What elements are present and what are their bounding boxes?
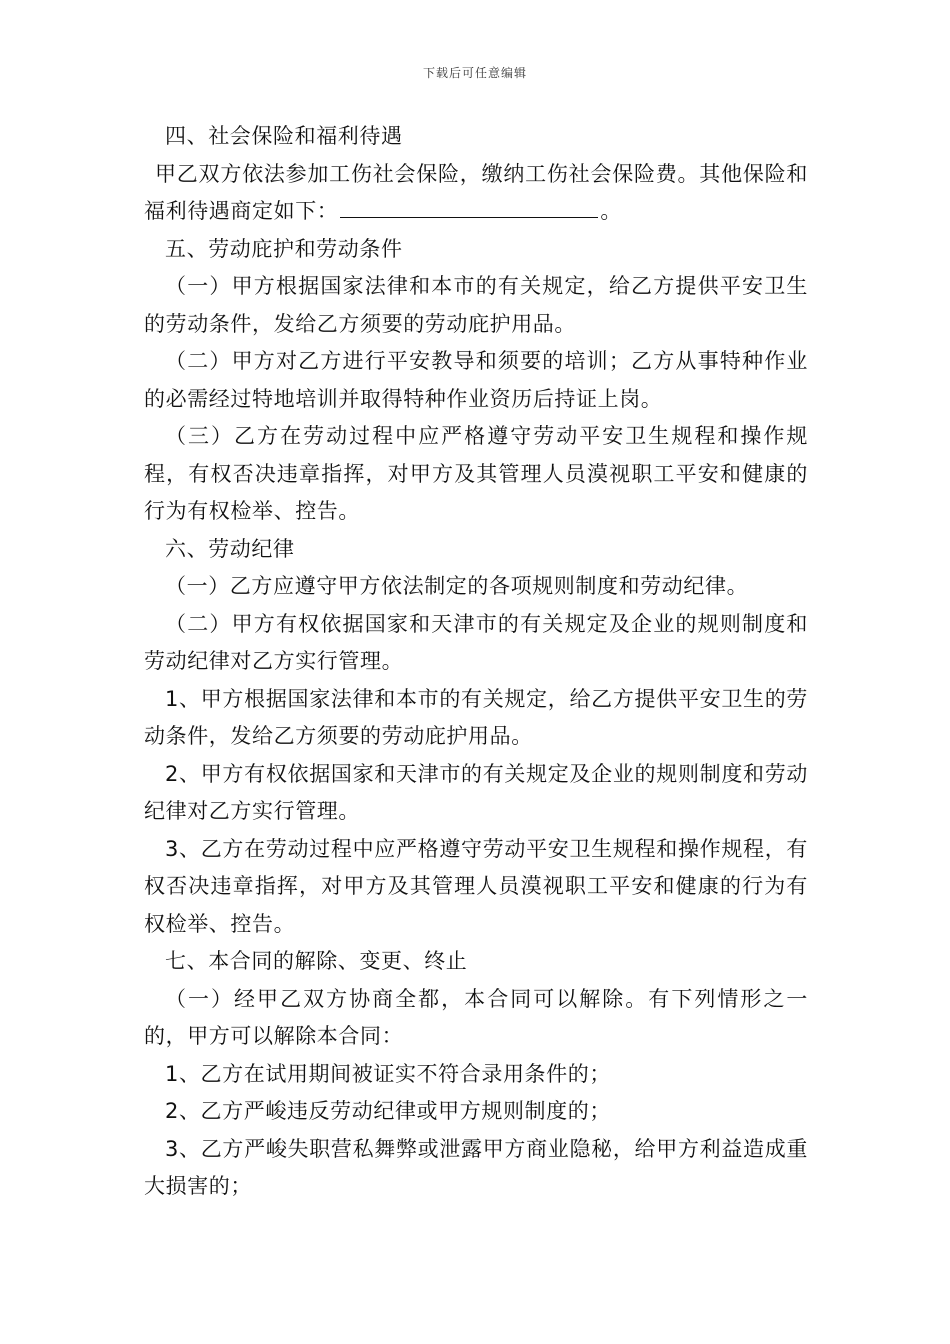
- section-5-heading: 五、劳动庇护和劳动条件: [165, 236, 403, 261]
- section-4-text: 甲乙双方依法参加工伤社会保险，缴纳工伤社会保险费。其他保险和福利待遇商定如下：: [144, 161, 808, 223]
- section-7-num-3: 3、乙方严峻失职营私舞弊或泄露甲方商业隐秘，给甲方利益造成重大损害的；: [144, 1136, 808, 1198]
- section-5-item-3: （三）乙方在劳动过程中应严格遵守劳动平安卫生规程和操作规程，有权否决违章指挥，对甲方及其管理人员漠视职工平安和健康的行为有权检举、控告。: [144, 424, 808, 523]
- section-6-heading: 六、劳动纪律: [165, 536, 295, 561]
- section-6-num-3: 3、乙方在劳动过程中应严格遵守劳动平安卫生规程和操作规程，有权否决违章指挥，对甲方及其管理人员漠视职工平安和健康的行为有权检举、控告。: [144, 836, 808, 936]
- fill-in-blank: [340, 197, 598, 218]
- section-7-num-1: 1、乙方在试用期间被证实不符合录用条件的；: [165, 1061, 611, 1086]
- contract-body: [144, 118, 808, 1206]
- page-header-note: 下载后可任意编辑: [422, 66, 527, 80]
- section-6-num-2: 2、甲方有权依据国家和天津市的有关规定及企业的规则制度和劳动纪律对乙方实行管理。: [144, 761, 808, 823]
- section-6-item-2: （二）甲方有权依据国家和天津市的有关规定及企业的规则制度和劳动纪律对乙方实行管理。: [144, 611, 808, 673]
- section-7-num-2: 2、乙方严峻违反劳动纪律或甲方规则制度的；: [165, 1099, 611, 1123]
- section-6-num-1: 1、甲方根据国家法律和本市的有关规定，给乙方提供平安卫生的劳动条件，发给乙方须要的劳动庇护用品。: [144, 686, 808, 748]
- section-4-text-end: 。: [600, 199, 623, 223]
- section-5-item-2: （二）甲方对乙方进行平安教导和须要的培训；乙方从事特种作业的必需经过特地培训并取得特种作业资历后持证上岗。: [144, 349, 808, 411]
- section-7-heading: 七、本合同的解除、变更、终止: [165, 949, 468, 973]
- section-6-item-1: （一）乙方应遵守甲方依法制定的各项规则制度和劳动纪律。: [165, 574, 749, 598]
- section-5-item-1: （一）甲方根据国家法律和本市的有关规定，给乙方提供平安卫生的劳动条件，发给乙方须要的劳动庇护用品。: [144, 274, 808, 336]
- section-7-item-1: （一）经甲乙双方协商全都，本合同可以解除。有下列情形之一的，甲方可以解除本合同：: [144, 986, 808, 1048]
- section-4-heading: 四、社会保险和福利待遇: [165, 124, 403, 148]
- section-4-paragraph: [144, 156, 808, 231]
